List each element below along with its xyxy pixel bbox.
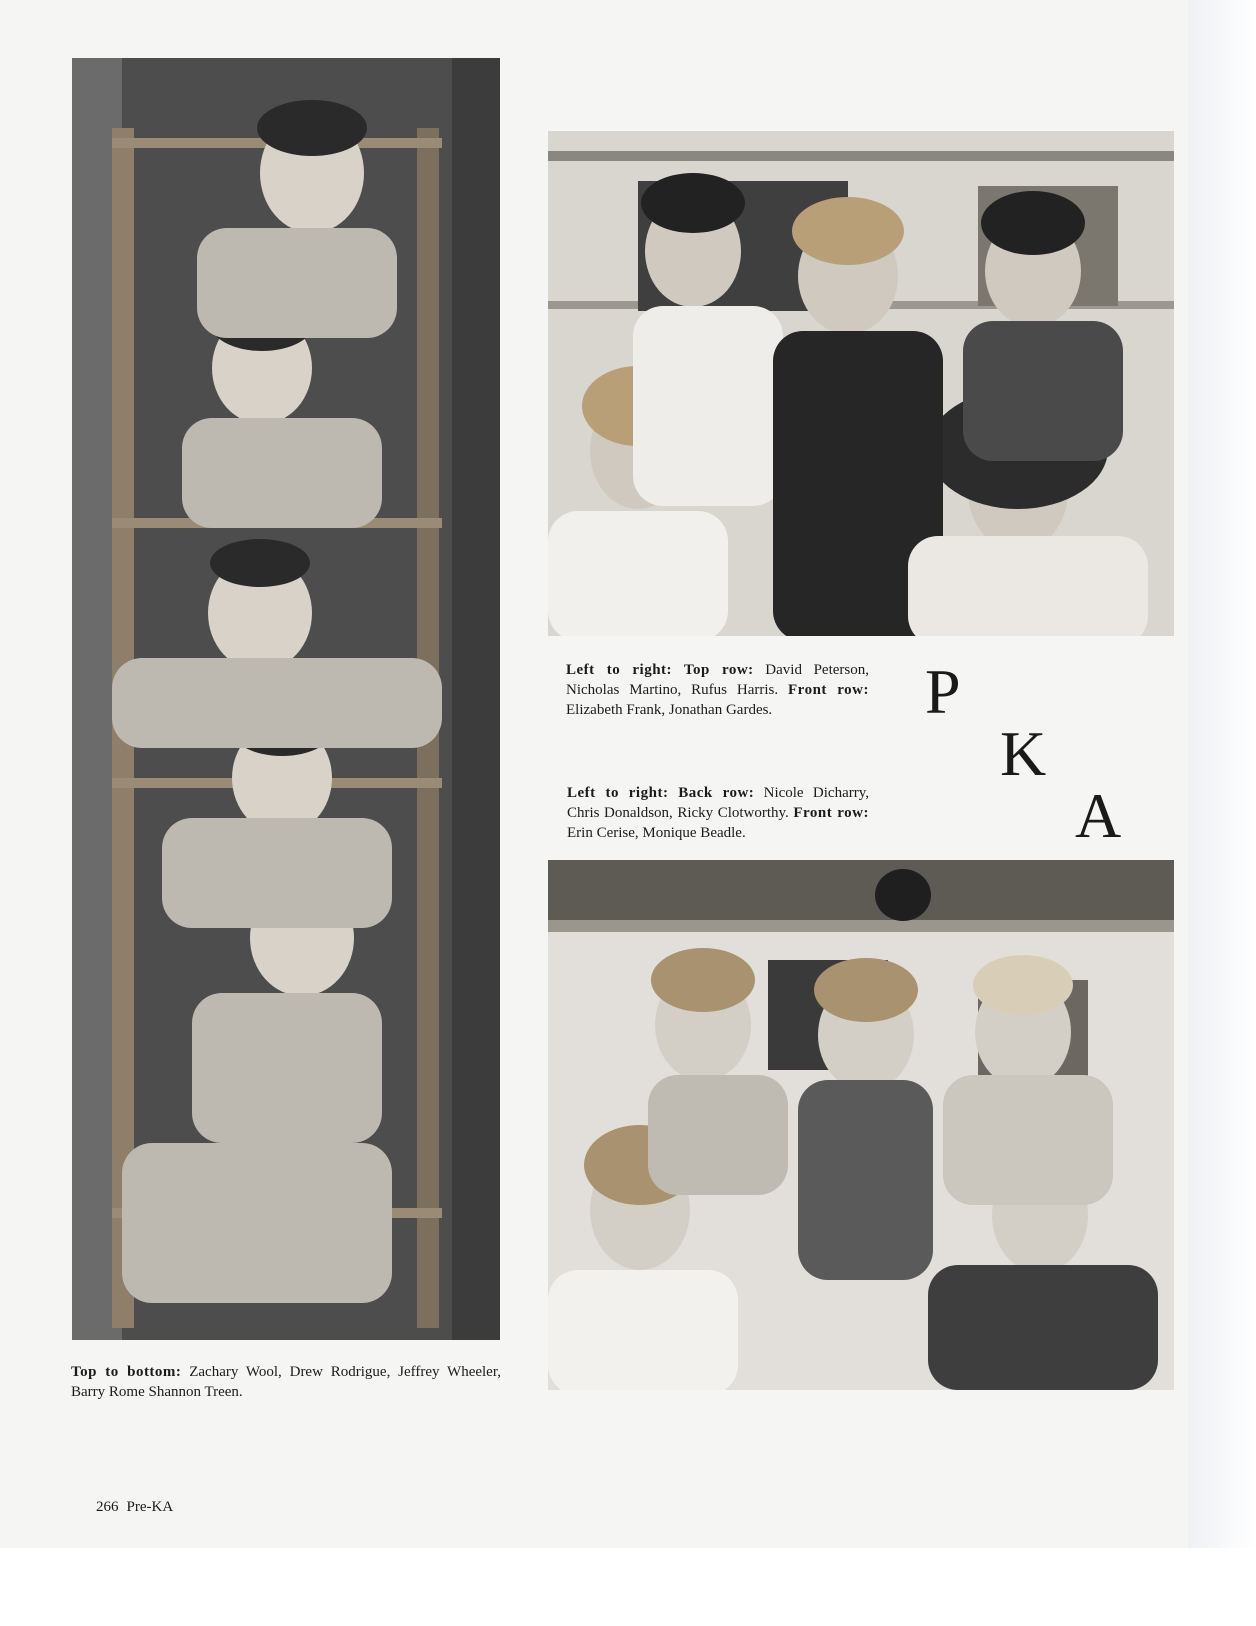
- caption-bottom-names-2: Erin Cerise, Monique Beadle.: [567, 825, 746, 841]
- caption-bottom-photo: [567, 783, 869, 843]
- caption-ladder-photo: [71, 1362, 501, 1402]
- page-folio: [96, 1499, 181, 1516]
- section-name: Pre-KA: [126, 1499, 174, 1515]
- caption-bottom-lead-2: Front row:: [793, 805, 869, 821]
- caption-top-names-1: David Peterson, Nicholas Martino, Rufus Harris.: [566, 662, 869, 698]
- caption-bottom-lead-1: Left to right: Back row:: [567, 785, 755, 801]
- caption-top-names-2: Elizabeth Frank, Jonathan Gardes.: [566, 702, 773, 718]
- caption-bottom-names-1: Nicole Dicharry, Chris Donaldson, Ricky Clotworthy.: [567, 785, 869, 821]
- caption-tall-lead: Top to bottom:: [71, 1364, 182, 1380]
- caption-top-lead-1: Left to right: Top row:: [566, 662, 754, 678]
- decorative-letter-p: P: [925, 656, 961, 727]
- caption-top-lead-2: Front row:: [788, 682, 870, 698]
- photo-ladder-children: [72, 58, 500, 1340]
- decorative-letter-k: K: [1000, 718, 1047, 789]
- decorative-letter-a: A: [1075, 780, 1122, 851]
- caption-tall-names: Zachary Wool, Drew Rodrigue, Jeffrey Wheeler, Barry Rome Shannon Treen.: [71, 1364, 501, 1400]
- page-number: 266: [96, 1499, 119, 1515]
- photo-top-row-group: [548, 131, 1174, 636]
- caption-top-photo: [566, 660, 869, 720]
- photo-back-row-group: [548, 860, 1174, 1390]
- page-edge: [1188, 0, 1256, 1548]
